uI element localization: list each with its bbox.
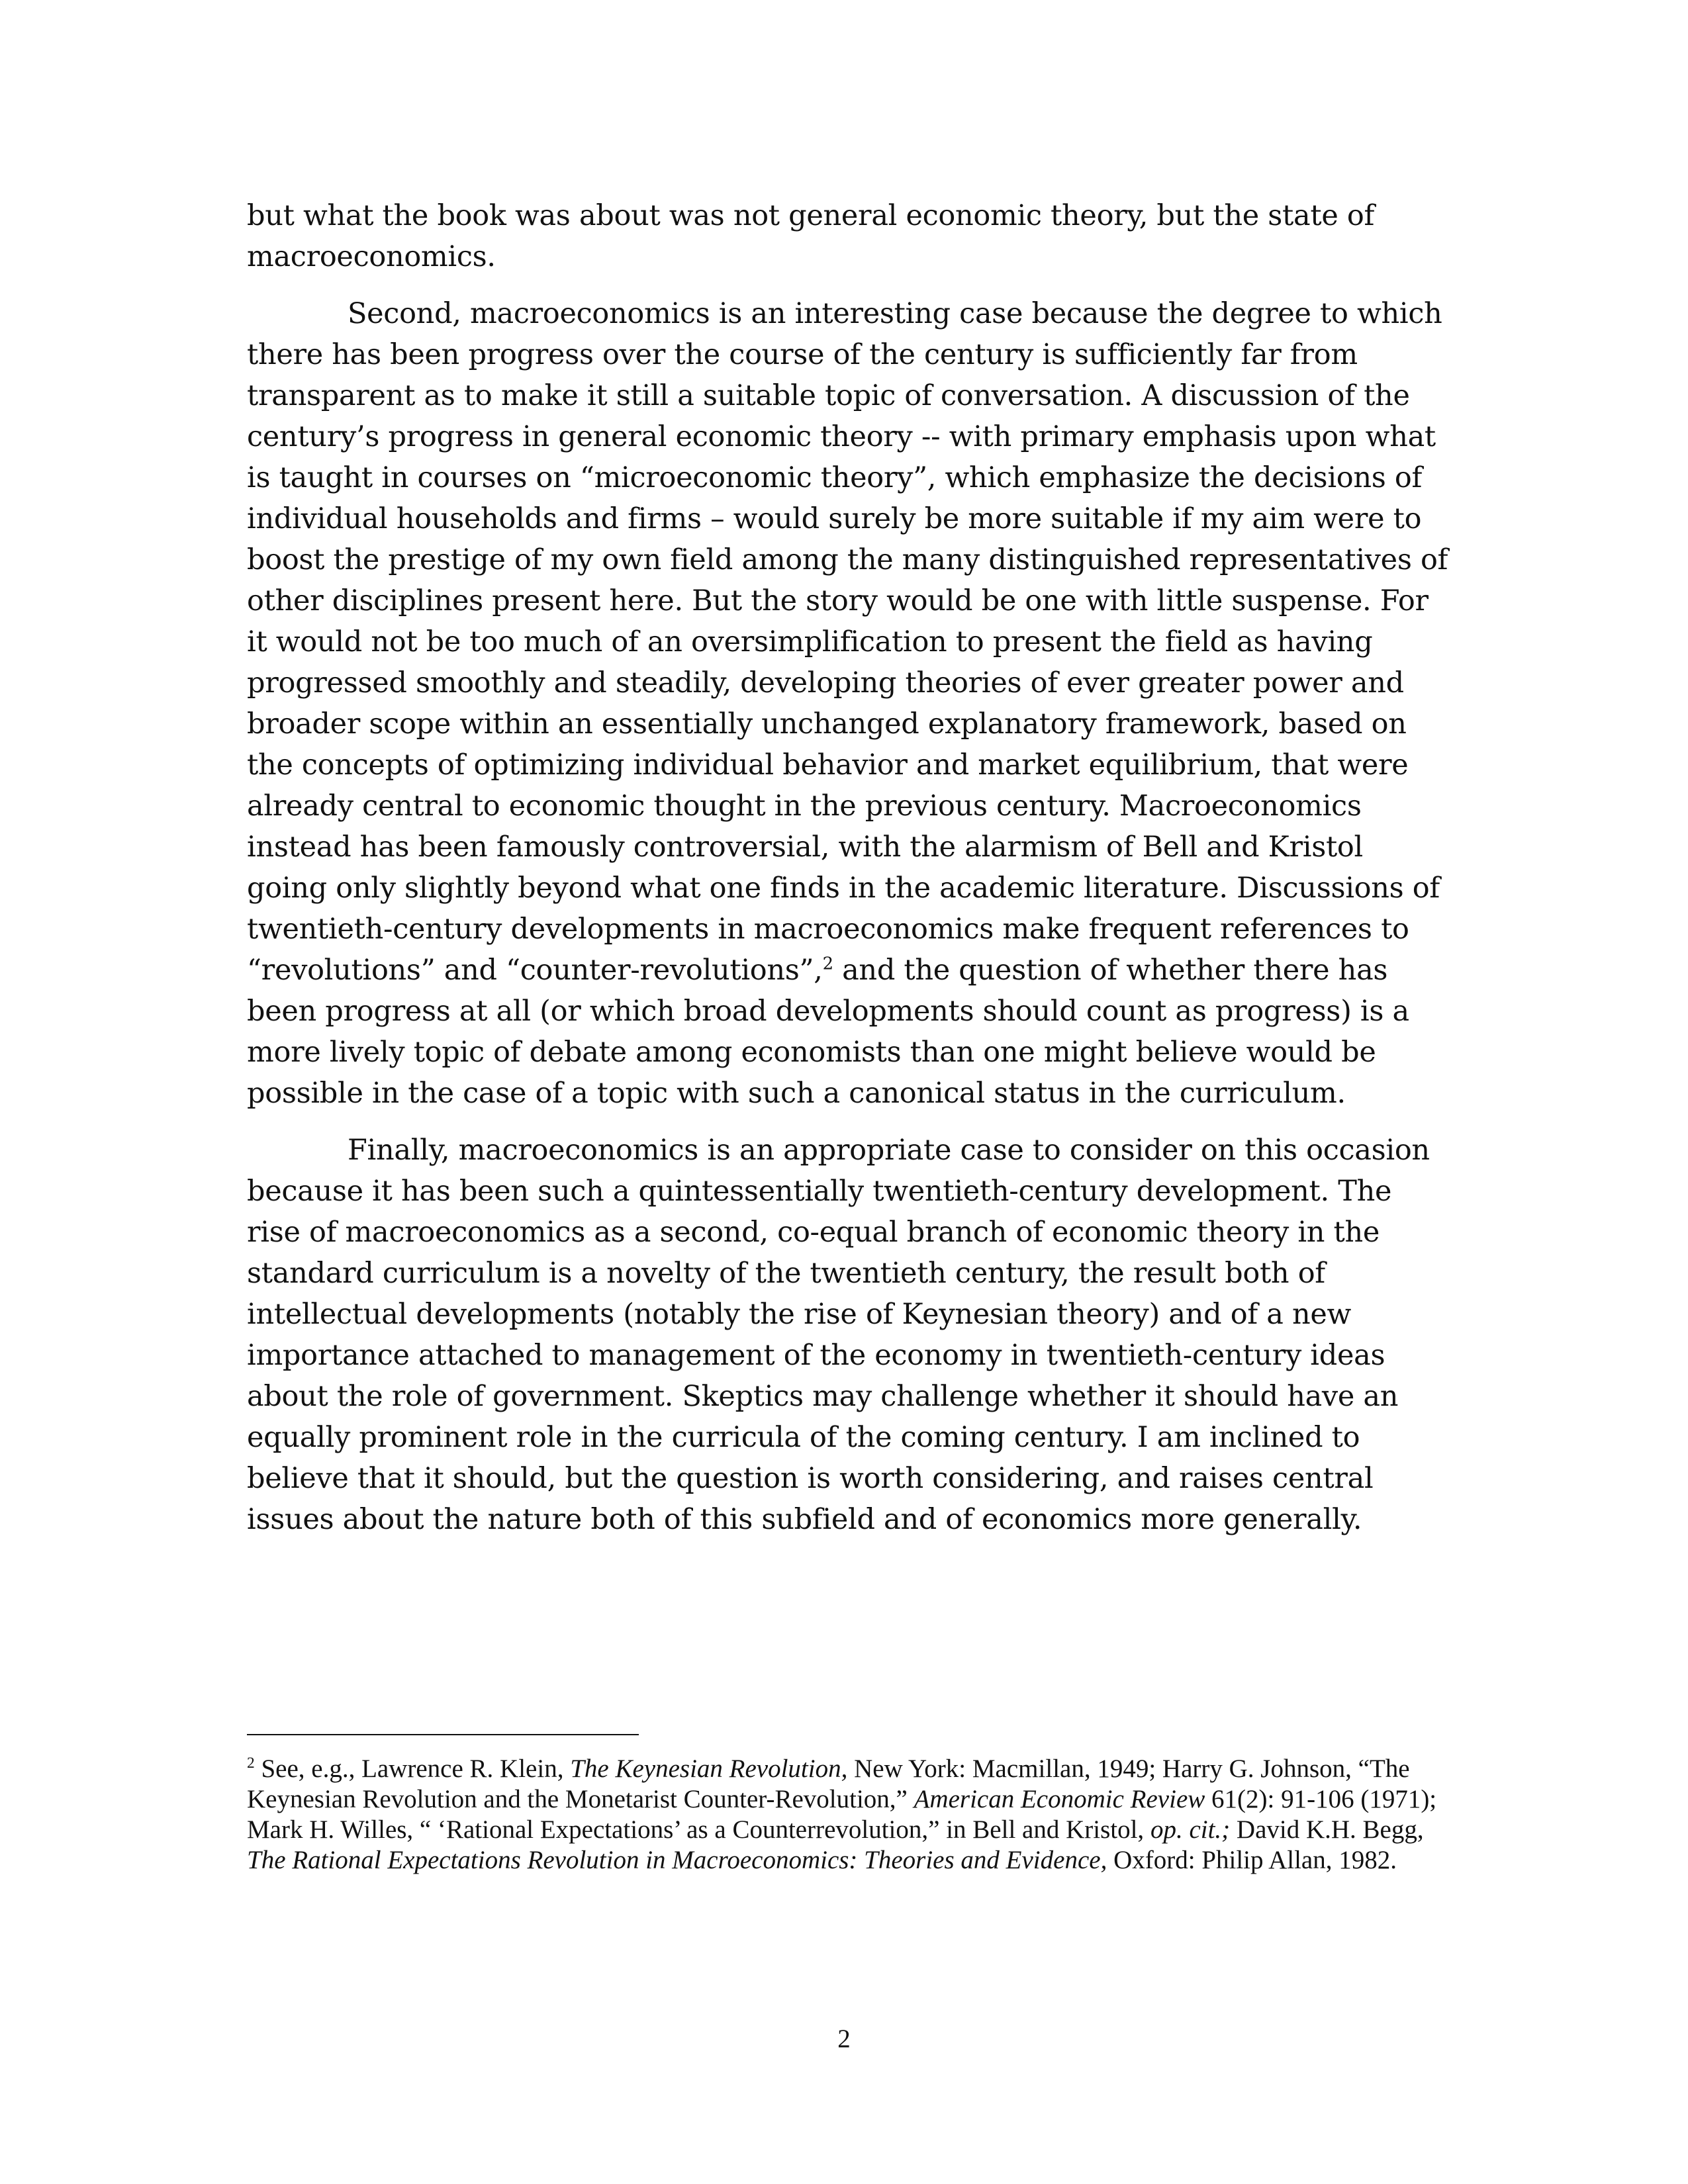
paragraph-text-before-note: Second, macroeconomics is an interesting case because the degree to which there has been progress over the course of the century is sufficiently far from transparent as to make it still a suitable topic of conversation. A discussion of the century’s progress in general economic theory -- with primary emphasis upon what is taught in courses on “microeconomic theory”, which emphasize the decisions of individual households and firms – would surely be more suitable if my aim were to boost the prestige of my own field among the many distinguished representatives of other disciplines present here. But the story would be one with little suspense. For it would not be too much of an oversimplification to present the field as having progressed smoothly and steadily, developing theories of ever greater power and broader scope within an essentially unchanged explanatory framework, based on the concepts of optimizing individual behavior and market equilibrium, that were already central to economic thought in the previous century. Macroeconomics instead has been famously controversial, with the alarmism of Bell and Kristol going only slightly beyond what one finds in the academic literature. Discussions of twentieth-century developments in macroeconomics make frequent references to “revolutions” and “counter-revolutions”, <box>247 297 1448 987</box>
footnote-title-italic: The Keynesian Revolution, <box>570 1754 848 1783</box>
footnote-segment: David K.H. Begg, <box>1230 1815 1424 1844</box>
footnotes <box>247 1754 1448 1876</box>
footnote-separator <box>247 1734 639 1735</box>
paragraph-second-point <box>247 293 1448 1114</box>
footnote-book-title-italic: The Rational Expectations Revolution in Macroeconomics: Theories and Evidence, <box>247 1846 1107 1874</box>
footnote-segment: Oxford: Philip Allan, 1982. <box>1107 1846 1397 1874</box>
footnote-journal-italic: American Economic Review <box>914 1785 1205 1813</box>
paragraph-text-after-note: and the question of whether there has been progress at all (or which broad developments should count as progress) is a more lively topic of debate among economists than one might believe would be possible in the case of a topic with such a canonical status in the curriculum. <box>247 954 1409 1110</box>
footnote-opcit-italic: op. cit.; <box>1150 1815 1231 1844</box>
footnote-reference[interactable]: 2 <box>822 954 833 974</box>
footnote-marker: 2 <box>247 1754 255 1772</box>
paragraph-continuation: but what the book was about was not general economic theory, but the state of macroeconomics. <box>247 199 1375 273</box>
footnote-segment: New York: Macmillan, 1949; Harry G. Johnson, “The Keynesian Revolution and the Monetarist Counter-Revolution,” <box>247 1754 1410 1813</box>
footnote-segment: See, e.g., Lawrence R. Klein, <box>254 1754 571 1783</box>
main-text <box>247 195 1448 1556</box>
footnote-text <box>247 1754 1448 1876</box>
page-number: 2 <box>837 2025 851 2053</box>
paragraph-final-point: Finally, macroeconomics is an appropriate case to consider on this occasion because it has been such a quintessentially twentieth-century development. The rise of macroeconomics as a second, co-equal branch of economic theory in the standard curriculum is a novelty of the twentieth century, the result both of intellectual developments (notably the rise of Keynesian theory) and of a new importance attached to management of the economy in twentieth-century ideas about the role of government. Skeptics may challenge whether it should have an equally prominent role in the curricula of the coming century. I am inclined to believe that it should, but the question is worth considering, and raises central issues about the nature both of this subfield and of economics more generally. <box>247 1134 1430 1536</box>
footnote-2 <box>247 1754 1448 1876</box>
footnote-segment: 61(2): 91-106 (1971); Mark H. Willes, “ ‘Rational Expectations’ as a Counterrevolution,” in Bell and Kristol, <box>247 1785 1437 1844</box>
